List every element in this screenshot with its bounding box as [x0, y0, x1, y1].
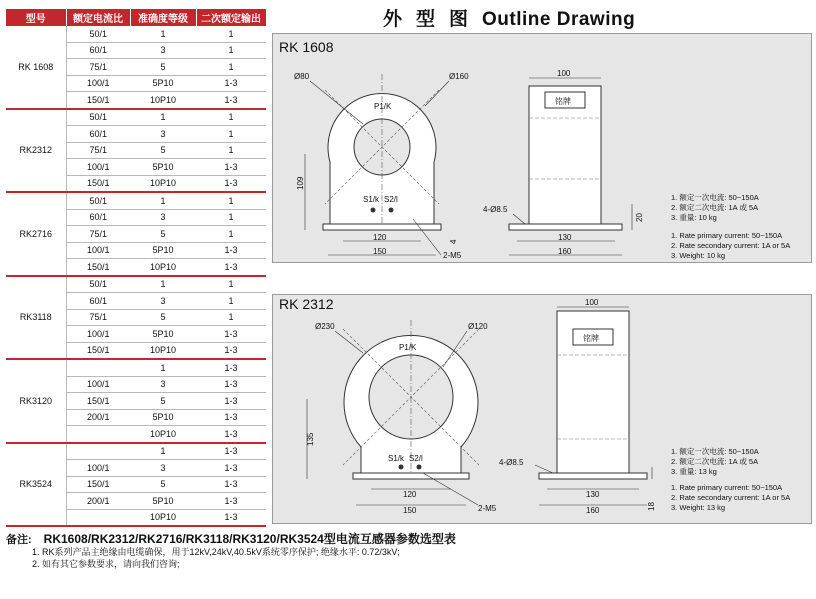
accuracy-cell: 5 [130, 142, 196, 159]
rk1608-drawing [273, 34, 811, 262]
ratio-cell: 100/1 [66, 460, 130, 477]
accuracy-cell: 5P10 [130, 75, 196, 92]
leader-line [425, 81, 449, 106]
accuracy-cell: 5P10 [130, 493, 196, 510]
ring-base [323, 224, 441, 230]
dim-130: 130 [558, 233, 572, 242]
spec-cn-3: 3. 重量: 13 kg [671, 467, 717, 476]
dim-4: 4 [449, 239, 458, 244]
output-cell: 1 [196, 192, 266, 209]
s1k-label: S1/k [363, 195, 380, 204]
output-cell: 1-3 [196, 409, 266, 426]
outer-dia-label: Ø80 [294, 72, 310, 81]
height-dim: 135 [306, 432, 315, 446]
output-cell: 1-3 [196, 326, 266, 343]
ratio-cell: 150/1 [66, 342, 130, 359]
ratio-cell: 100/1 [66, 326, 130, 343]
accuracy-cell: 1 [130, 192, 196, 209]
drawing-panel-rk2312 [272, 294, 812, 524]
note-line-2: 2. 如有其它参数要求，请向我们咨询; [32, 559, 180, 569]
dim-20: 20 [635, 213, 644, 222]
table-row [6, 443, 266, 460]
dim-18: 18 [647, 502, 656, 511]
header-accuracy: 准确度等级 [130, 9, 196, 26]
s2l-label: S2/l [409, 454, 423, 463]
terminal-s1 [371, 208, 376, 213]
ratio-cell [66, 426, 130, 443]
table-header-row [6, 9, 266, 26]
output-cell: 1-3 [196, 493, 266, 510]
outline-title-cn: 外型图 [383, 9, 483, 30]
output-cell: 1-3 [196, 376, 266, 393]
side-100: 100 [585, 298, 599, 307]
side-100: 100 [557, 69, 571, 78]
notes-label: 备注: [6, 534, 32, 546]
spec-cn-1: 1. 额定一次电流: 50~150A [671, 447, 759, 456]
terminal-s2 [389, 208, 394, 213]
output-cell: 1-3 [196, 460, 266, 477]
spec-en-3: 3. Weight: 10 kg [671, 251, 726, 260]
spec-en-3: 3. Weight: 13 kg [671, 503, 726, 512]
accuracy-cell: 5 [130, 226, 196, 243]
ratio-cell: 75/1 [66, 142, 130, 159]
output-cell: 1 [196, 226, 266, 243]
s1k-label: S1/k [388, 454, 405, 463]
leader-line [335, 331, 363, 353]
accuracy-cell: 3 [130, 42, 196, 59]
header-ratio: 额定电流比 [66, 9, 130, 26]
output-cell: 1 [196, 126, 266, 143]
outline-title-en: Outline Drawing [482, 9, 636, 30]
output-cell: 1-3 [196, 159, 266, 176]
ratio-cell: 100/1 [66, 75, 130, 92]
accuracy-cell: 5P10 [130, 409, 196, 426]
table-row [6, 359, 266, 376]
ratio-cell: 150/1 [66, 92, 130, 109]
ratio-cell: 50/1 [66, 192, 130, 209]
ratio-cell [66, 509, 130, 526]
table-row [6, 192, 266, 209]
ratio-cell: 200/1 [66, 493, 130, 510]
ratio-cell [66, 443, 130, 460]
accuracy-cell: 1 [130, 276, 196, 293]
ratio-cell: 150/1 [66, 393, 130, 410]
ratio-cell [66, 359, 130, 376]
ratio-cell: 150/1 [66, 476, 130, 493]
model-cell: RK3118 [6, 276, 66, 360]
side-base [509, 224, 622, 230]
m5-label: 2-M5 [478, 504, 497, 513]
inner-dia-label: Ø120 [468, 322, 488, 331]
ratio-cell: 150/1 [66, 259, 130, 276]
accuracy-cell: 5 [130, 309, 196, 326]
output-cell: 1-3 [196, 509, 266, 526]
spec-table-body [6, 26, 266, 526]
hole-label: 4-Ø8.5 [483, 205, 508, 214]
output-cell: 1-3 [196, 175, 266, 192]
accuracy-cell: 3 [130, 126, 196, 143]
spec-table [6, 9, 267, 527]
output-cell: 1 [196, 293, 266, 310]
m5-label: 2-M5 [443, 251, 462, 260]
spec-cn-3: 3. 重量: 10 kg [671, 213, 717, 222]
header-output: 二次额定输出 [196, 9, 266, 26]
accuracy-cell: 10P10 [130, 175, 196, 192]
header-model: 型号 [6, 9, 66, 26]
p1k-label: P1/K [399, 343, 417, 352]
accuracy-cell: 10P10 [130, 342, 196, 359]
accuracy-cell: 10P10 [130, 92, 196, 109]
outline-title [383, 4, 635, 31]
outer-dia-label: Ø230 [315, 322, 335, 331]
model-cell: RK3120 [6, 359, 66, 443]
accuracy-cell: 1 [130, 443, 196, 460]
nameplate-label: 铭牌 [555, 97, 571, 106]
output-cell: 1-3 [196, 342, 266, 359]
dim-130: 130 [586, 490, 600, 499]
accuracy-cell: 3 [130, 293, 196, 310]
output-cell: 1 [196, 209, 266, 226]
ratio-cell: 60/1 [66, 209, 130, 226]
table-row [6, 276, 266, 293]
ratio-cell: 75/1 [66, 226, 130, 243]
accuracy-cell: 3 [130, 209, 196, 226]
leader-line [535, 465, 553, 473]
spec-cn-2: 2. 额定二次电流: 1A 或 5A [671, 203, 759, 212]
accuracy-cell: 5P10 [130, 326, 196, 343]
panel-title: RK 1608 [279, 39, 334, 55]
ratio-cell: 75/1 [66, 59, 130, 76]
output-cell: 1-3 [196, 92, 266, 109]
spec-cn-1: 1. 额定一次电流: 50~150A [671, 193, 759, 202]
accuracy-cell: 1 [130, 26, 196, 42]
ratio-cell: 50/1 [66, 276, 130, 293]
output-cell: 1-3 [196, 75, 266, 92]
rk2312-drawing [273, 295, 811, 523]
output-cell: 1 [196, 59, 266, 76]
dim-150: 150 [373, 247, 387, 256]
notes-caption: RK1608/RK2312/RK2716/RK3118/RK3120/RK3524型电流互感器参数选型表 [43, 532, 456, 546]
ratio-cell: 60/1 [66, 126, 130, 143]
output-cell: 1-3 [196, 476, 266, 493]
ratio-cell: 100/1 [66, 242, 130, 259]
spec-en-1: 1. Rate primary current: 50~150A [671, 231, 783, 240]
side-base [539, 473, 647, 479]
accuracy-cell: 5 [130, 393, 196, 410]
ratio-cell: 100/1 [66, 159, 130, 176]
table-row [6, 109, 266, 126]
model-cell: RK 1608 [6, 26, 66, 109]
leader-line [513, 214, 525, 224]
accuracy-cell: 10P10 [130, 509, 196, 526]
ratio-cell: 50/1 [66, 109, 130, 126]
nameplate-label: 铭牌 [583, 334, 599, 343]
dim-120: 120 [373, 233, 387, 242]
accuracy-cell: 5 [130, 59, 196, 76]
accuracy-cell: 3 [130, 376, 196, 393]
accuracy-cell: 5 [130, 476, 196, 493]
ratio-cell: 60/1 [66, 293, 130, 310]
notes-title-row [6, 533, 456, 546]
output-cell: 1 [196, 109, 266, 126]
hole-label: 4-Ø8.5 [499, 458, 524, 467]
panel-title: RK 2312 [279, 296, 334, 312]
accuracy-cell: 10P10 [130, 259, 196, 276]
model-cell: RK2716 [6, 192, 66, 276]
output-cell: 1 [196, 309, 266, 326]
ratio-cell: 150/1 [66, 175, 130, 192]
accuracy-cell: 1 [130, 359, 196, 376]
ratio-cell: 200/1 [66, 409, 130, 426]
height-dim: 109 [296, 176, 305, 190]
terminal-s1 [399, 465, 404, 470]
p1k-label: P1/K [374, 102, 392, 111]
spec-en-1: 1. Rate primary current: 50~150A [671, 483, 783, 492]
accuracy-cell: 1 [130, 109, 196, 126]
accuracy-cell: 3 [130, 460, 196, 477]
output-cell: 1-3 [196, 242, 266, 259]
ratio-cell: 50/1 [66, 26, 130, 42]
spec-en-2: 2. Rate secondary current: 1A or 5A [671, 241, 791, 250]
inner-dia-label: Ø160 [449, 72, 469, 81]
dim-120: 120 [403, 490, 417, 499]
model-cell: RK2312 [6, 109, 66, 193]
output-cell: 1 [196, 276, 266, 293]
ratio-cell: 100/1 [66, 376, 130, 393]
accuracy-cell: 5P10 [130, 159, 196, 176]
spec-en-2: 2. Rate secondary current: 1A or 5A [671, 493, 791, 502]
model-cell: RK3524 [6, 443, 66, 527]
dim-160: 160 [586, 506, 600, 515]
output-cell: 1 [196, 26, 266, 42]
accuracy-cell: 10P10 [130, 426, 196, 443]
output-cell: 1-3 [196, 443, 266, 460]
s2l-label: S2/l [384, 195, 398, 204]
table-row [6, 26, 266, 42]
spec-cn-2: 2. 额定二次电流: 1A 或 5A [671, 457, 759, 466]
accuracy-cell: 5P10 [130, 242, 196, 259]
output-cell: 1 [196, 42, 266, 59]
notes [6, 533, 456, 570]
drawing-panel-rk1608 [272, 33, 812, 263]
ratio-cell: 60/1 [66, 42, 130, 59]
dim-160: 160 [558, 247, 572, 256]
ratio-cell: 75/1 [66, 309, 130, 326]
output-cell: 1-3 [196, 359, 266, 376]
output-cell: 1-3 [196, 426, 266, 443]
note-line-1: 1. RK系列产品主绝缘由电缆确保，用于12kV,24kV,40.5kV系统零序保护; 绝缘水平: 0.72/3kV; [32, 547, 400, 557]
output-cell: 1-3 [196, 393, 266, 410]
terminal-s2 [417, 465, 422, 470]
output-cell: 1-3 [196, 259, 266, 276]
dim-150: 150 [403, 506, 417, 515]
output-cell: 1 [196, 142, 266, 159]
ring-base [353, 473, 469, 479]
